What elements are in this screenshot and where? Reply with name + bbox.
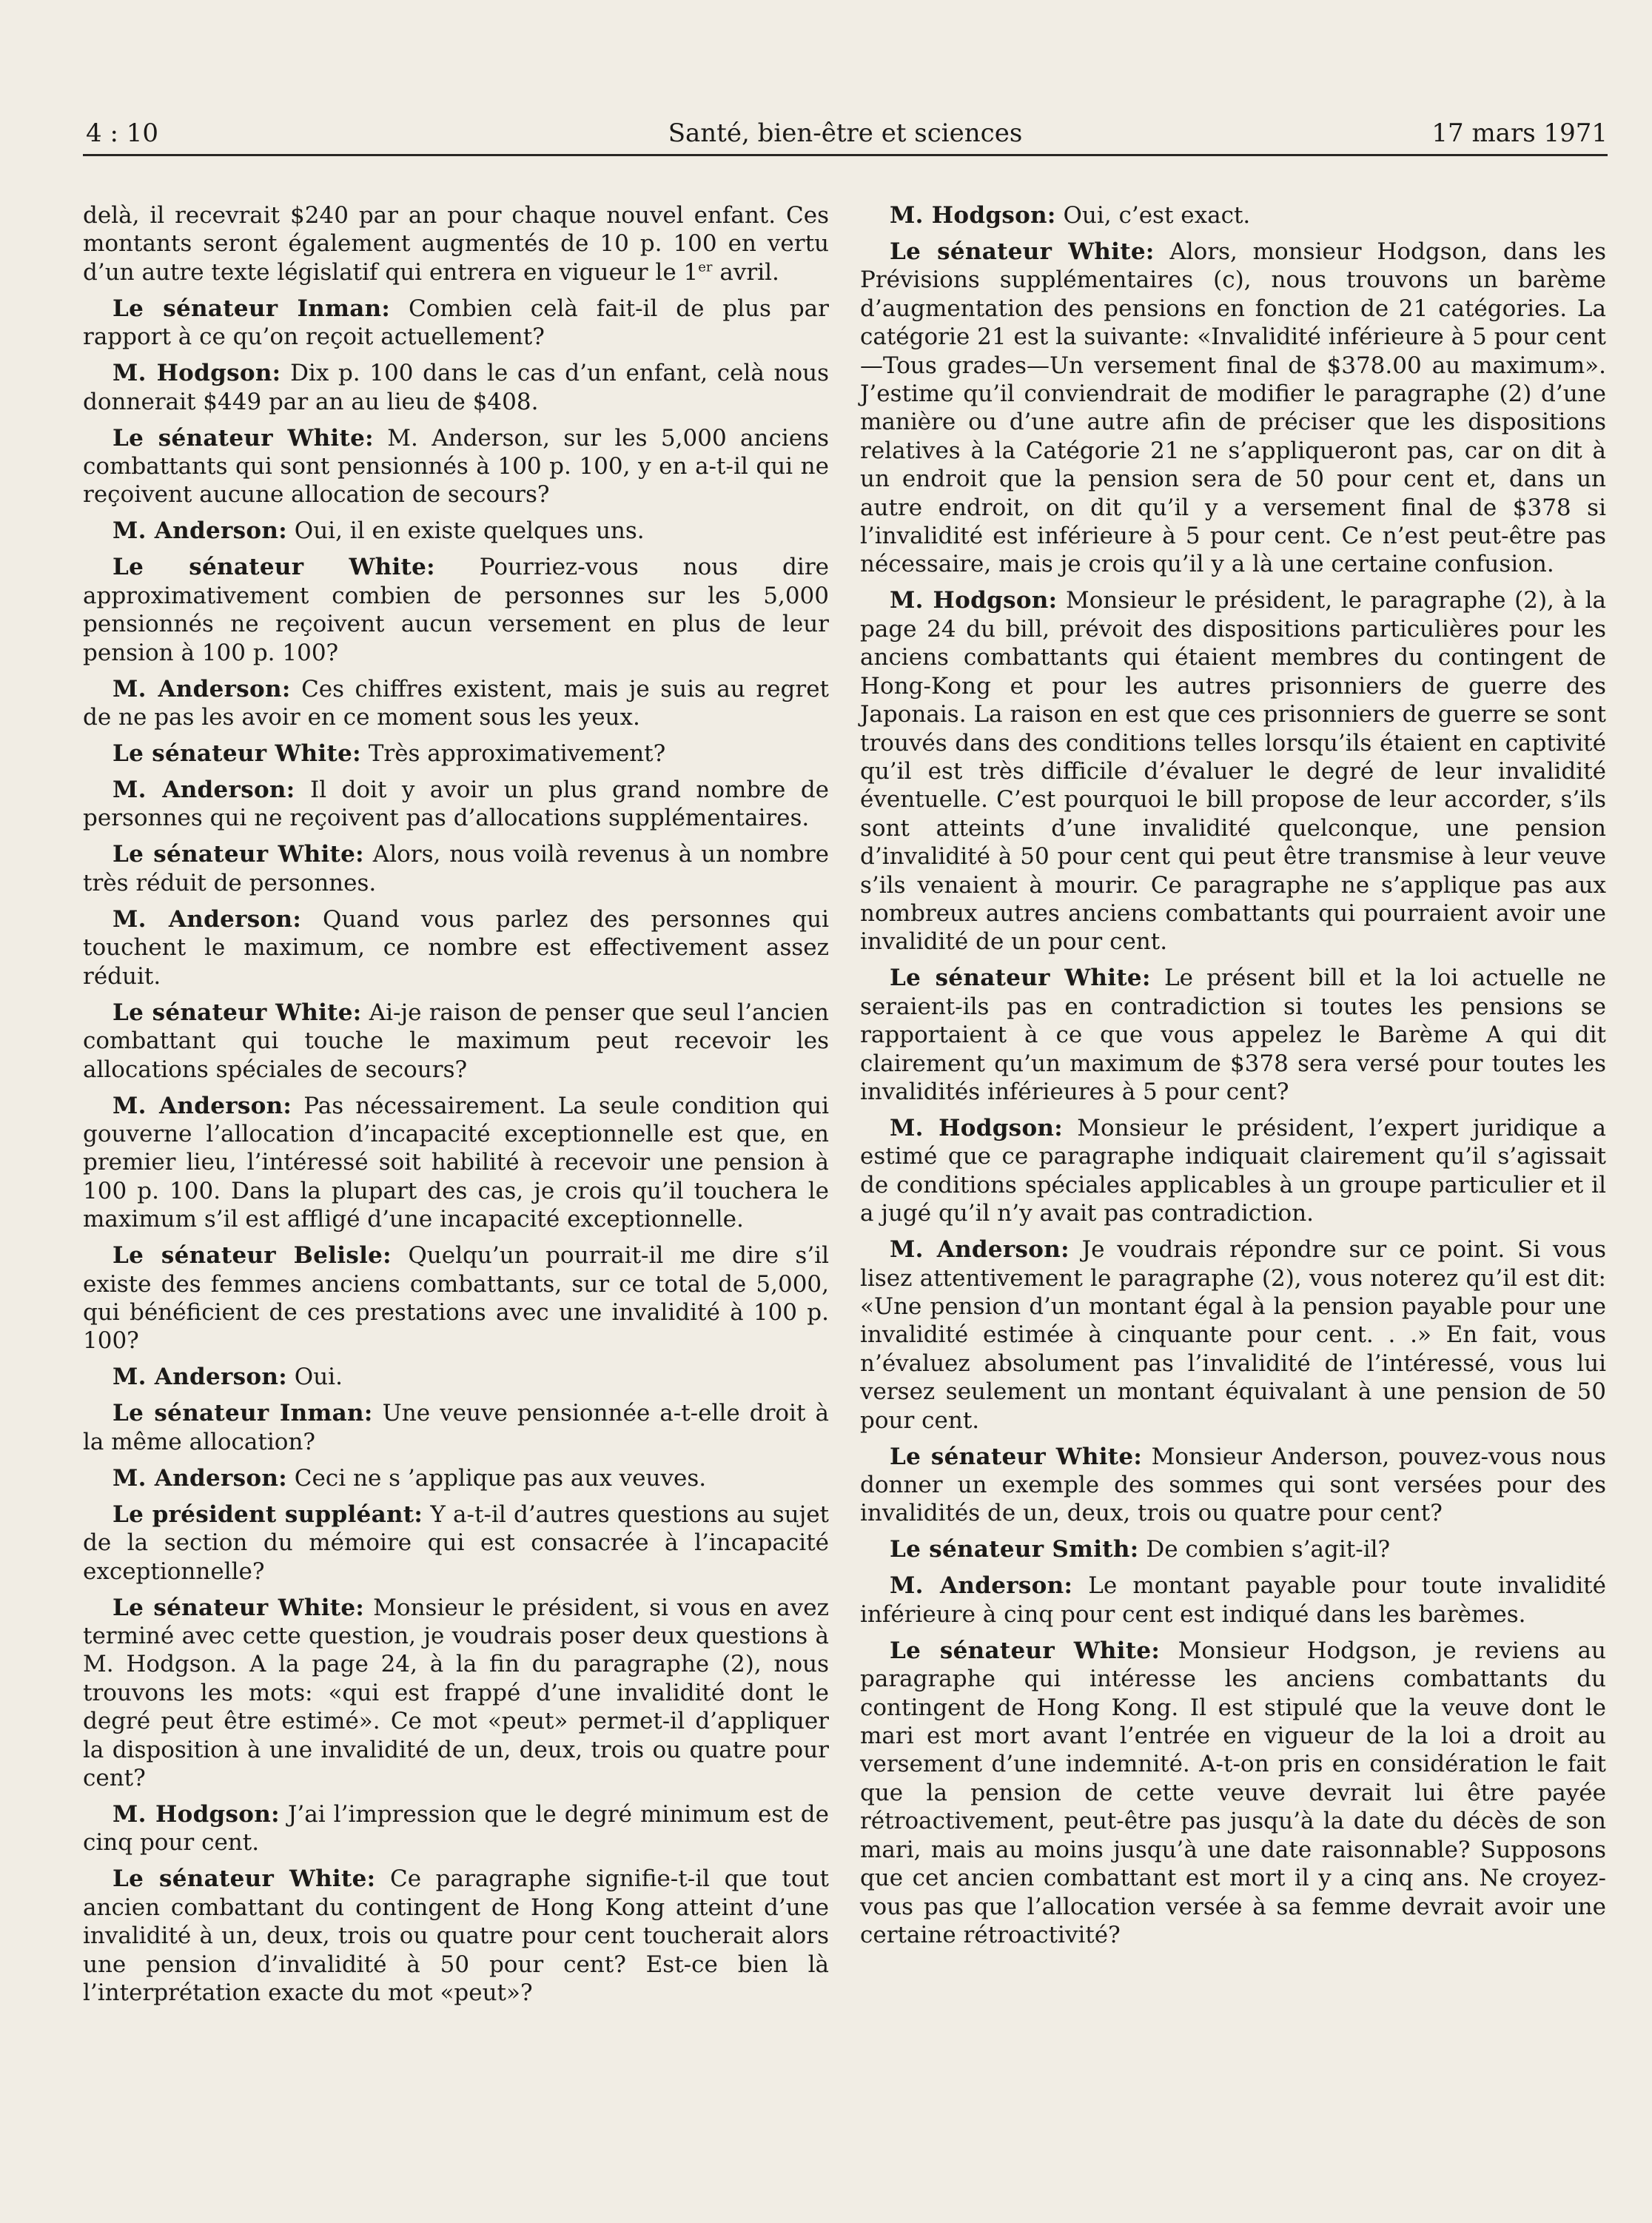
speech-text: Y a-t-il d’autres questions au sujet de la section du mémoire qui est consacrée à l’incapacité exceptionnelle? [83, 1501, 829, 1585]
transcript-paragraph [860, 1114, 1606, 1228]
speech-text: Il doit y avoir un plus grand nombre de personnes qui ne reçoivent pas d’allocations supplémentaires. [83, 777, 830, 832]
speaker-name: Le sénateur Inman: [113, 295, 391, 322]
speaker-name: M. Anderson: [113, 1464, 287, 1492]
transcript-paragraph [83, 517, 829, 545]
transcript-paragraph [83, 1594, 829, 1793]
speaker-name: M. Anderson: [890, 1236, 1070, 1264]
left-column [83, 201, 829, 2015]
speech-text: J’ai l’impression que le degré minimum est de cinq pour cent. [83, 1801, 830, 1857]
transcript-paragraph [83, 999, 829, 1084]
speaker-name: Le sénateur Inman: [113, 1400, 373, 1427]
transcript-paragraph [83, 740, 829, 768]
speech-text: Monsieur Anderson, pouvez-vous nous donner un exemple des sommes qui sont versées pour des invalidités de un, deux, trois ou quatre pour cent? [860, 1443, 1607, 1527]
transcript-paragraph [860, 586, 1606, 956]
speaker-name: Le président suppléant: [113, 1501, 423, 1528]
speech-text: Monsieur le président, l’expert juridique a estimé que ce paragraphe indiquait clairement qu’il s’agissait de conditions spéciales applicables à un groupe particulier et il a jugé qu’il n’y avait pas contradiction. [860, 1114, 1606, 1227]
transcript-paragraph [83, 1092, 829, 1234]
ordinal-superscript: er [698, 259, 713, 275]
speech-text: Le montant payable pour toute invalidité inférieure à cinq pour cent est indiqué dans les barèmes. [860, 1572, 1606, 1628]
transcript-paragraph [860, 964, 1606, 1106]
transcript-paragraph [83, 1399, 829, 1456]
transcript-paragraph [860, 1235, 1606, 1435]
speech-text: Une veuve pensionnée a-t-elle droit à la même allocation? [83, 1400, 829, 1455]
speaker-name: M. Anderson: [113, 777, 295, 804]
transcript-paragraph [83, 1241, 829, 1355]
header-date: 17 mars 1971 [1431, 118, 1608, 148]
speech-text: De combien s’agit-il? [1138, 1536, 1391, 1563]
speech-text: Pourriez-vous nous dire approximativement combien de personnes sur les 5,000 pensionnés ne reçoivent aucun versement en plus de leur pension à 100 p. 100? [83, 554, 829, 666]
transcript-paragraph [83, 776, 829, 833]
speaker-name: Le sénateur White: [113, 1865, 376, 1893]
speech-text: Alors, monsieur Hodgson, dans les Prévisions supplémentaires (c), nous trouvons un barème d’augmentation des pensions en fonction de 21 catégories. La catégorie 21 est la suivante: «Invalidité inférieure à 5 pour cent—Tous grades—Un versement final de $378.00 au maximum». J’estime qu’il conviendrait de modifier le paragraphe (2) d’une manière ou d’une autre afin de préciser que les dispositions relatives à la Catégorie 21 ne s’appliqueront pas, car on dit à un endroit que la pension sera de 50 pour cent et, dans un autre endroit, on dit qu’il y a versement final de $378 si l’invalidité est inférieure à 5 pour cent. Ce n’est peut-être pas nécessaire, mais je crois qu’il y a là une certaine confusion. [860, 238, 1606, 578]
speaker-name: M. Anderson: [113, 517, 287, 545]
speech-text: Oui, il en existe quelques uns. [286, 517, 645, 545]
transcript-paragraph [860, 201, 1606, 229]
speaker-name: M. Hodgson: [890, 1114, 1063, 1141]
transcript-paragraph [83, 840, 829, 897]
transcript-paragraph [83, 675, 829, 732]
speaker-name: M. Anderson: [113, 675, 291, 703]
speaker-name: Le sénateur White: [113, 1594, 365, 1621]
speech-text: Très approximativement? [360, 740, 666, 768]
speech-text: Dix p. 100 dans le cas d’un enfant, celà nous donnerait $449 par an au lieu de $408. [83, 360, 829, 415]
right-paragraphs [860, 201, 1606, 1949]
speaker-name: Le sénateur White: [113, 424, 374, 452]
page-header [83, 110, 1608, 156]
speech-text: Alors, nous voilà revenus à un nombre très réduit de personnes. [83, 841, 830, 896]
transcript-paragraph [83, 1865, 829, 2007]
speech-text: Quelqu’un pourrait-il me dire s’il existe des femmes anciens combattants, sur ce total de 5,000, qui bénéficient de ces prestations avec une invalidité à 100 p. 100? [83, 1242, 829, 1355]
speech-text: Monsieur le président, si vous en avez terminé avec cette question, je voudrais poser deux questions à M. Hodgson. A la page 24, à la fin du paragraphe (2), nous trouvons les mots: «qui est frappé d’une invalidité dont le degré peut être estimé». Ce mot «peut» permet-il d’appliquer la disposition à une invalidité de un, deux, trois ou quatre pour cent? [83, 1594, 829, 1791]
speaker-name: Le sénateur White: [890, 1443, 1143, 1470]
speaker-name: M. Anderson: [113, 1092, 292, 1119]
speech-text: Oui, c’est exact. [1055, 202, 1251, 229]
continuation-text-end: avril. [712, 258, 779, 286]
speaker-name: Le sénateur White: [113, 999, 362, 1026]
speech-text: Combien celà fait-il de plus par rapport à ce qu’on reçoit actuellement? [83, 295, 829, 351]
page-number: 4 : 10 [86, 118, 158, 148]
transcript-paragraph [860, 1572, 1606, 1629]
transcript-paragraph [83, 553, 829, 667]
speaker-name: Le sénateur White: [890, 1637, 1161, 1664]
transcript-paragraph [83, 905, 829, 990]
transcript-paragraph [83, 1800, 829, 1857]
speaker-name: Le sénateur White: [890, 965, 1151, 992]
speaker-name: M. Hodgson: [890, 202, 1056, 229]
transcript-paragraph [83, 359, 829, 416]
speech-text: Monsieur Hodgson, je reviens au paragraphe qui intéresse les anciens combattants du contingent de Hong Kong. Il est stipulé que la veuve dont le mari est mort avant l’entrée en vigueur de la loi a droit au versement d’une indemnité. A-t-on pris en considération le fait que la pension de cette veuve devrait lui être payée rétroactivement, peut-être pas jusqu’à la date du décès de son mari, mais au moins jusqu’à une date raisonnable? Supposons que cet ancien combattant est mort il y a cinq ans. Ne croyez-vous pas que l’allocation versée à sa femme devrait avoir une certaine rétroactivité? [860, 1637, 1606, 1948]
transcript-paragraph [860, 1535, 1606, 1563]
speaker-name: Le sénateur Smith: [890, 1536, 1139, 1563]
continuation-paragraph [83, 201, 829, 286]
transcript-paragraph [860, 1637, 1606, 1949]
speech-text: Oui. [286, 1364, 343, 1391]
speech-text: Quand vous parlez des personnes qui touchent le maximum, ce nombre est effectivement assez réduit. [83, 905, 829, 990]
speaker-name: Le sénateur White: [890, 238, 1155, 265]
speaker-name: M. Hodgson: [890, 587, 1058, 614]
continuation-text: delà, il recevrait $240 par an pour chaque nouvel enfant. Ces montants seront également augmentés de 10 p. 100 en vertu d’un autre texte législatif qui entrera en vigueur le 1 [83, 202, 829, 286]
transcript-paragraph [83, 1363, 829, 1391]
speech-text: Ce paragraphe signifie-t-il que tout ancien combattant du contingent de Hong Kong atteint d’une invalidité à un, deux, trois ou quatre pour cent toucherait alors une pension d’invalidité à 50 pour cent? Est-ce bien là l’interprétation exacte du mot «peut»? [83, 1865, 829, 2007]
speaker-name: Le sénateur White: [113, 841, 364, 868]
speaker-name: Le sénateur Belisle: [113, 1242, 392, 1270]
speaker-name: M. Anderson: [113, 905, 302, 933]
transcript-paragraph [860, 1443, 1606, 1528]
transcript-paragraph [83, 1501, 829, 1586]
speaker-name: M. Hodgson: [113, 1801, 280, 1828]
transcript-paragraph [83, 424, 829, 509]
transcript-paragraph [83, 295, 829, 352]
speaker-name: M. Hodgson: [113, 360, 281, 387]
transcript-paragraph [860, 238, 1606, 579]
speech-text: Le présent bill et la loi actuelle ne seraient-ils pas en contradiction si toutes les pensions se rapportaient à ce que vous appelez le Barème A qui dit clairement qu’un maximum de $378 sera versé pour toutes les invalidités inférieures à 5 pour cent? [860, 965, 1606, 1105]
speaker-name: M. Anderson: [890, 1572, 1073, 1600]
speech-text: Ceci ne s ’applique pas aux veuves. [286, 1464, 707, 1492]
speaker-name: Le sénateur White: [113, 554, 435, 581]
transcript-paragraph [83, 1464, 829, 1492]
speaker-name: M. Anderson: [113, 1364, 287, 1391]
speech-text: Ai-je raison de penser que seul l’ancien combattant qui touche le maximum peut recevoir les allocations spéciales de secours? [83, 999, 829, 1083]
speaker-name: Le sénateur White: [113, 740, 361, 768]
speech-text: M. Anderson, sur les 5,000 anciens combattants qui sont pensionnés à 100 p. 100, y en a-t-il qui ne reçoivent aucune allocation de secours? [83, 424, 829, 509]
speech-text: Monsieur le président, le paragraphe (2), à la page 24 du bill, prévoit des dispositions particulières pour les anciens combattants qui étaient membres du contingent de Hong-Kong et pour les autres prisonniers de guerre des Japonais. La raison en est que ces prisonniers de guerre se sont trouvés dans des conditions telles lorsqu’ils étaient en captivité qu’il est très difficile d’évaluer le degré de leur invalidité éventuelle. C’est pourquoi le bill propose de leur accorder, s’ils sont atteints d’une invalidité quelconque, une pension d’invalidité à 50 pour cent qui peut être transmise à leur veuve s’ils venaient à mourir. Ce paragraphe ne s’applique pas aux nombreux autres anciens combattants qui pourraient avoir une invalidité de un pour cent. [860, 587, 1606, 956]
right-column [860, 201, 1606, 1957]
left-paragraphs [83, 295, 829, 2008]
speech-text: Ces chiffres existent, mais je suis au regret de ne pas les avoir en ce moment sous les yeux. [83, 675, 829, 731]
speech-text: Pas nécessairement. La seule condition qui gouverne l’allocation d’incapacité exceptionnelle est que, en premier lieu, l’intéressé soit habilité à recevoir une pension à 100 p. 100. Dans la plupart des cas, je crois qu’il touchera le maximum s’il est affligé d’une incapacité exceptionnelle. [83, 1092, 829, 1233]
speech-text: Je voudrais répondre sur ce point. Si vous lisez attentivement le paragraphe (2), vous noterez qu’il est dit: «Une pension d’un montant égal à la pension payable pour une invalidité estimée à cinquante pour cent. . .» En fait, vous n’évaluez absolument pas l’invalidité de l’intéressé, vous lui versez seulement un montant équivalant à une pension de 50 pour cent. [860, 1236, 1606, 1434]
running-title: Santé, bien-être et sciences [668, 118, 1023, 148]
